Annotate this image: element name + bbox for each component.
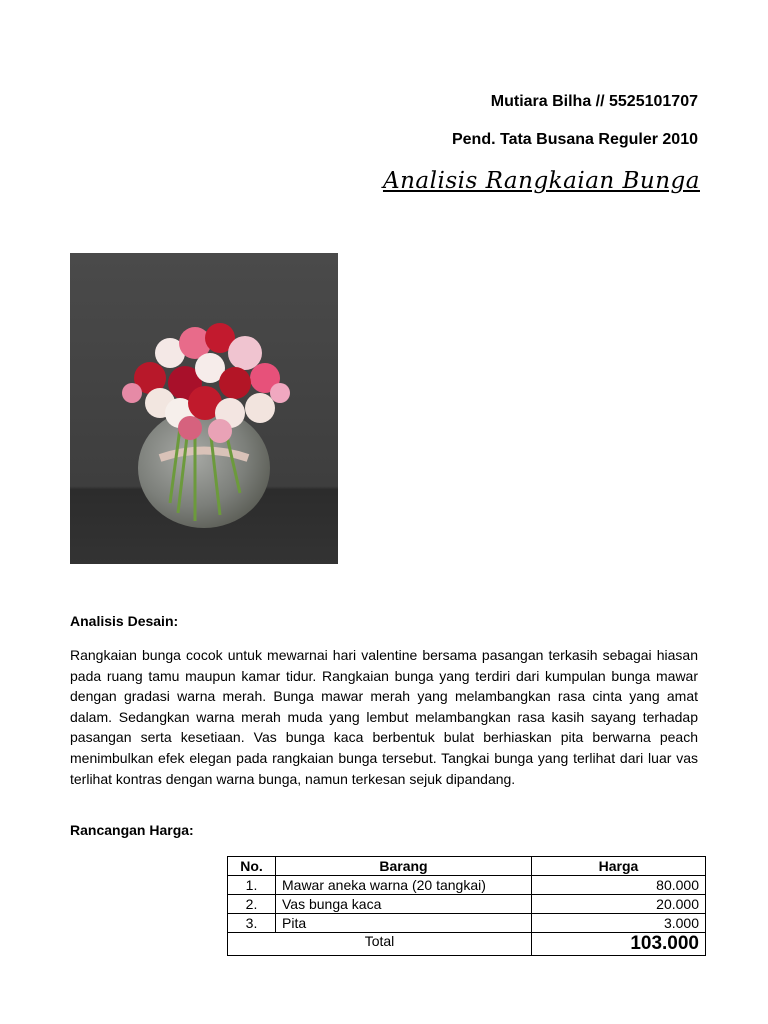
row-item: Mawar aneka warna (20 tangkai): [276, 876, 532, 895]
pricing-heading: Rancangan Harga:: [70, 822, 194, 838]
row-no: 2.: [228, 895, 276, 914]
total-label: Total: [228, 933, 532, 956]
analysis-paragraph: Rangkaian bunga cocok untuk mewarnai hari valentine bersama pasangan terkasih sebagai hiasan pada ruang tamu maupun kamar tidur. Rangkaian bunga yang terdiri dari kumpulan bunga mawar dengan gradasi warna merah. Bunga mawar merah yang melambangkan rasa cinta yang amat dalam. Sedangkan warna merah muda yang lembut melambangkan rasa kasih sayang terhadap pasangan serta kesetiaan. Vas bunga kaca berbentuk bulat berhiaskan pita berwarna peach menimbulkan efek elegan pada rangkaian bunga tersebut. Tangkai bunga yang terlihat dari luar vas terlihat kontras dengan warna bunga, namun terkesan sejuk dipandang.: [70, 647, 698, 787]
analysis-heading: Analisis Desain:: [70, 613, 179, 629]
row-item: Vas bunga kaca: [276, 895, 532, 914]
table-row: [228, 895, 706, 914]
row-price: 20.000: [532, 895, 706, 914]
program-line: Pend. Tata Busana Reguler 2010: [451, 131, 698, 148]
col-header-no: No.: [228, 857, 276, 876]
col-header-price: Harga: [532, 857, 706, 876]
table-header-row: [228, 857, 706, 876]
row-price: 80.000: [532, 876, 706, 895]
row-price: 3.000: [532, 914, 706, 933]
flower-arrangement-photo: [70, 253, 338, 564]
author-line: Mutiara Bilha // 5525101707: [490, 93, 698, 110]
total-row: [228, 933, 706, 956]
row-item: Pita: [276, 914, 532, 933]
document-title: Analisis Rangkaian Bunga: [382, 168, 700, 194]
row-no: 1.: [228, 876, 276, 895]
total-value: 103.000: [532, 933, 706, 956]
price-table: [227, 856, 706, 956]
row-no: 3.: [228, 914, 276, 933]
table-row: [228, 876, 706, 895]
col-header-item: Barang: [276, 857, 532, 876]
table-row: [228, 914, 706, 933]
